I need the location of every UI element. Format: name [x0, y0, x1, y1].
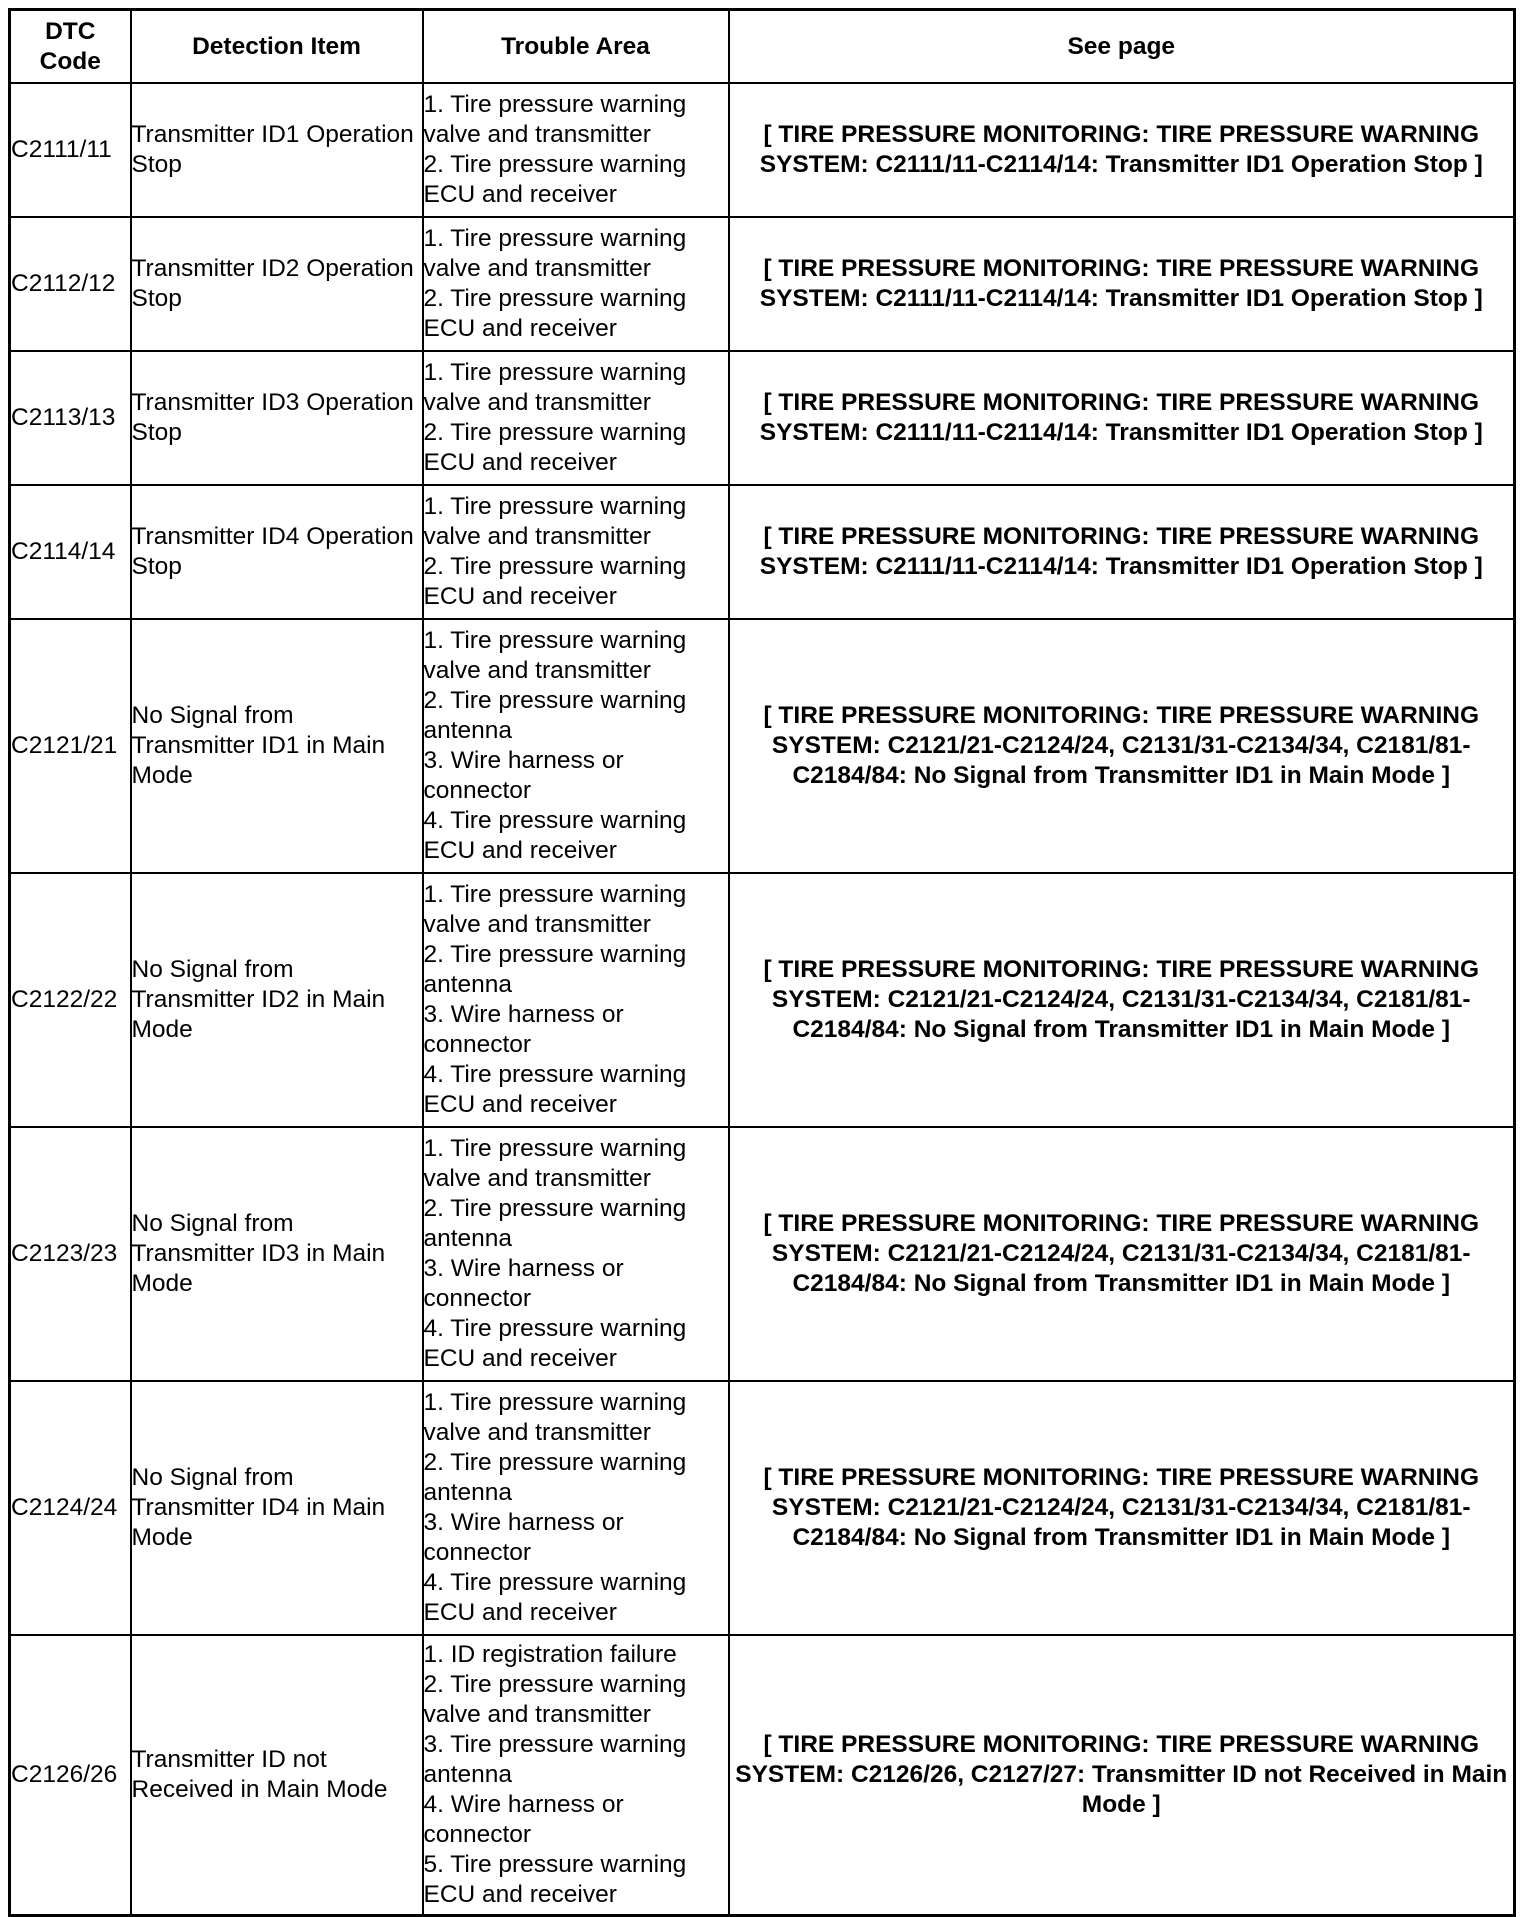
trouble-area-item: 2. Tire pressure warning antenna [423, 1195, 687, 1252]
table-row [10, 619, 1515, 873]
see-page-link[interactable]: [ TIRE PRESSURE MONITORING: TIRE PRESSURE WARNING SYSTEM: C2111/11-C2114/14: Transmitter ID1 Operation Stop ] [729, 217, 1515, 351]
see-page-link[interactable]: [ TIRE PRESSURE MONITORING: TIRE PRESSURE WARNING SYSTEM: C2121/21-C2124/24, C2131/31-C2134/34, C2181/81-C2184/84: No Signal from Transmitter ID1 in Main Mode ] [729, 873, 1515, 1127]
header-dtc-code [10, 10, 131, 84]
trouble-area-item: 1. Tire pressure warning valve and transmitter [423, 1135, 687, 1192]
table-row [10, 485, 1515, 619]
trouble-area-item: 1. Tire pressure warning valve and transmitter [423, 881, 687, 938]
table-row [10, 873, 1515, 1127]
trouble-area-item: 4. Tire pressure warning ECU and receiver [423, 807, 687, 864]
trouble-area-item: 4. Tire pressure warning ECU and receiver [423, 1315, 687, 1372]
see-page-link[interactable]: [ TIRE PRESSURE MONITORING: TIRE PRESSURE WARNING SYSTEM: C2121/21-C2124/24, C2131/31-C2134/34, C2181/81-C2184/84: No Signal from Transmitter ID1 in Main Mode ] [729, 1381, 1515, 1635]
trouble-area-cell [423, 873, 729, 1127]
trouble-area-item: 1. Tire pressure warning valve and transmitter [423, 359, 687, 416]
detection-item-cell: No Signal from Transmitter ID4 in Main Mode [131, 1381, 423, 1635]
table-row [10, 1381, 1515, 1635]
trouble-area-cell [423, 83, 729, 217]
trouble-area-item: 2. Tire pressure warning ECU and receiver [423, 285, 687, 342]
detection-item-cell: No Signal from Transmitter ID3 in Main Mode [131, 1127, 423, 1381]
trouble-area-item: 4. Tire pressure warning ECU and receiver [423, 1061, 687, 1118]
header-dtc-code-line-1: DTC [45, 17, 96, 45]
header-trouble-area: Trouble Area [423, 10, 729, 84]
detection-item-cell: Transmitter ID1 Operation Stop [131, 83, 423, 217]
table-body [10, 83, 1515, 1916]
trouble-area-item: 3. Wire harness or connector [423, 1509, 624, 1566]
detection-item-cell: Transmitter ID not Received in Main Mode [131, 1635, 423, 1916]
dtc-code-cell: C2111/11 [10, 83, 131, 217]
dtc-code-cell: C2124/24 [10, 1381, 131, 1635]
trouble-area-cell [423, 619, 729, 873]
trouble-area-item: 3. Wire harness or connector [423, 1001, 624, 1058]
trouble-area-item: 5. Tire pressure warning ECU and receiver [423, 1851, 687, 1908]
trouble-area-item: 2. Tire pressure warning ECU and receiver [423, 553, 687, 610]
trouble-area-item: 2. Tire pressure warning antenna [423, 1449, 687, 1506]
dtc-code-cell: C2123/23 [10, 1127, 131, 1381]
trouble-area-item: 1. Tire pressure warning valve and transmitter [423, 627, 687, 684]
dtc-code-cell: C2126/26 [10, 1635, 131, 1916]
trouble-area-cell [423, 217, 729, 351]
trouble-area-item: 1. ID registration failure [423, 1641, 677, 1668]
trouble-area-item: 3. Wire harness or connector [423, 1255, 624, 1312]
see-page-link[interactable]: [ TIRE PRESSURE MONITORING: TIRE PRESSURE WARNING SYSTEM: C2111/11-C2114/14: Transmitter ID1 Operation Stop ] [729, 83, 1515, 217]
table-row [10, 1635, 1515, 1916]
trouble-area-cell [423, 485, 729, 619]
trouble-area-item: 1. Tire pressure warning valve and transmitter [423, 493, 687, 550]
trouble-area-item: 1. Tire pressure warning valve and transmitter [423, 225, 687, 282]
trouble-area-cell [423, 1127, 729, 1381]
detection-item-cell: No Signal from Transmitter ID1 in Main Mode [131, 619, 423, 873]
detection-item-cell: Transmitter ID3 Operation Stop [131, 351, 423, 485]
header-detection-item: Detection Item [131, 10, 423, 84]
trouble-area-item: 1. Tire pressure warning valve and transmitter [423, 91, 687, 148]
see-page-link[interactable]: [ TIRE PRESSURE MONITORING: TIRE PRESSURE WARNING SYSTEM: C2111/11-C2114/14: Transmitter ID1 Operation Stop ] [729, 485, 1515, 619]
header-row [10, 10, 1515, 84]
trouble-area-cell [423, 1635, 729, 1916]
trouble-area-cell [423, 1381, 729, 1635]
trouble-area-item: 2. Tire pressure warning antenna [423, 687, 687, 744]
dtc-code-cell: C2122/22 [10, 873, 131, 1127]
table-row [10, 1127, 1515, 1381]
detection-item-cell: Transmitter ID4 Operation Stop [131, 485, 423, 619]
see-page-link[interactable]: [ TIRE PRESSURE MONITORING: TIRE PRESSURE WARNING SYSTEM: C2111/11-C2114/14: Transmitter ID1 Operation Stop ] [729, 351, 1515, 485]
detection-item-cell: No Signal from Transmitter ID2 in Main Mode [131, 873, 423, 1127]
dtc-table [8, 8, 1516, 1917]
see-page-link[interactable]: [ TIRE PRESSURE MONITORING: TIRE PRESSURE WARNING SYSTEM: C2121/21-C2124/24, C2131/31-C2134/34, C2181/81-C2184/84: No Signal from Transmitter ID1 in Main Mode ] [729, 1127, 1515, 1381]
trouble-area-item: 1. Tire pressure warning valve and transmitter [423, 1389, 687, 1446]
trouble-area-cell [423, 351, 729, 485]
header-dtc-code-line-2: Code [39, 47, 101, 75]
trouble-area-item: 2. Tire pressure warning antenna [423, 941, 687, 998]
trouble-area-item: 3. Wire harness or connector [423, 747, 624, 804]
header-see-page: See page [729, 10, 1515, 84]
trouble-area-item: 2. Tire pressure warning valve and transmitter [423, 1671, 687, 1728]
table-row [10, 83, 1515, 217]
dtc-code-cell: C2114/14 [10, 485, 131, 619]
trouble-area-item: 2. Tire pressure warning ECU and receiver [423, 151, 687, 208]
trouble-area-item: 4. Wire harness or connector [423, 1791, 624, 1848]
dtc-code-cell: C2113/13 [10, 351, 131, 485]
trouble-area-item: 4. Tire pressure warning ECU and receiver [423, 1569, 687, 1626]
trouble-area-item: 3. Tire pressure warning antenna [423, 1731, 687, 1788]
table-row [10, 217, 1515, 351]
see-page-link[interactable]: [ TIRE PRESSURE MONITORING: TIRE PRESSURE WARNING SYSTEM: C2121/21-C2124/24, C2131/31-C2134/34, C2181/81-C2184/84: No Signal from Transmitter ID1 in Main Mode ] [729, 619, 1515, 873]
trouble-area-item: 2. Tire pressure warning ECU and receiver [423, 419, 687, 476]
detection-item-cell: Transmitter ID2 Operation Stop [131, 217, 423, 351]
table-row [10, 351, 1515, 485]
see-page-link[interactable]: [ TIRE PRESSURE MONITORING: TIRE PRESSURE WARNING SYSTEM: C2126/26, C2127/27: Transmitter ID not Received in Main Mode ] [729, 1635, 1515, 1916]
dtc-code-cell: C2121/21 [10, 619, 131, 873]
table-header [10, 10, 1515, 84]
dtc-code-cell: C2112/12 [10, 217, 131, 351]
